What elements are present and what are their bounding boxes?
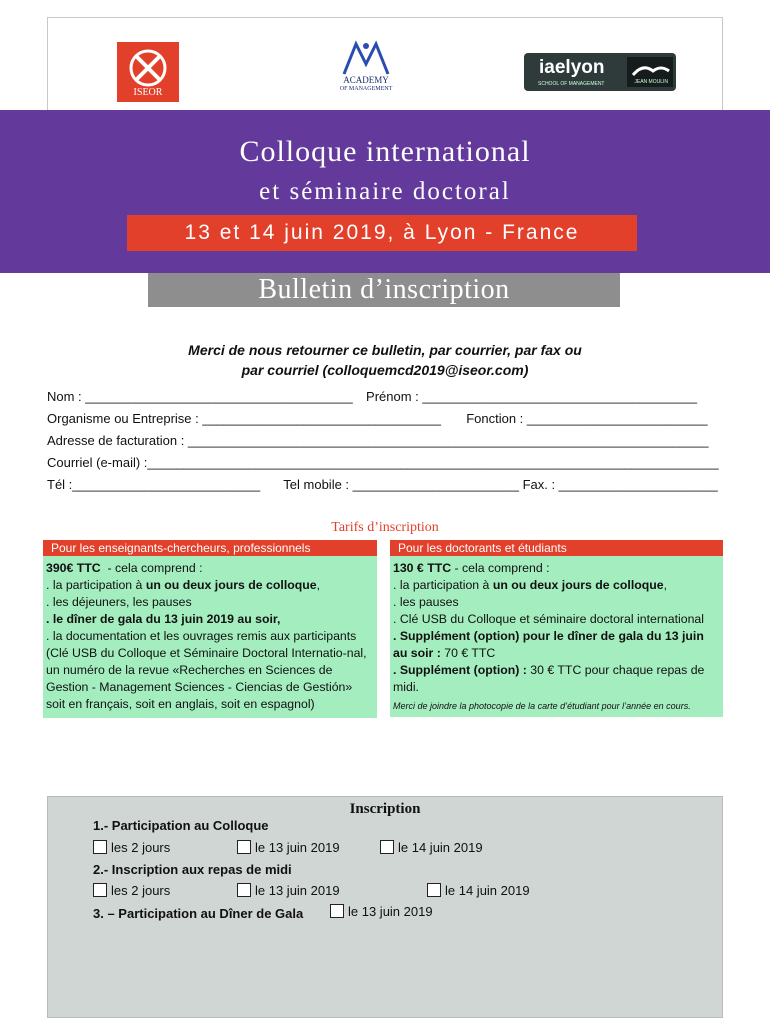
- tarif-left-item1-bold: un ou deux jours de colloque: [145, 578, 317, 592]
- conference-subtitle: et séminaire doctoral: [259, 178, 511, 205]
- bulletin-title: Bulletin d’inscription: [148, 273, 620, 307]
- inscription-title: Inscription: [349, 801, 421, 817]
- s1-option-14-juin[interactable]: [380, 840, 483, 855]
- tarif-right-item3: . Clé USB du Colloque et séminaire doctoral international: [393, 612, 705, 626]
- section3-label: 3. – Participation au Dîner de Gala: [93, 906, 304, 921]
- s1-opt2-label: le 13 juin 2019: [255, 840, 340, 855]
- tarif-right-item1-pre: . la participation à: [393, 578, 493, 592]
- aom-line1: ACADEMY: [343, 75, 389, 85]
- s2-option-14-juin[interactable]: [427, 883, 530, 898]
- tarifs-title: Tarifs d’inscription: [331, 520, 439, 535]
- fax-field[interactable]: Fax. : ______________________: [522, 477, 718, 492]
- nom-field[interactable]: Nom : _____________________________________: [47, 389, 353, 404]
- aom-line2: OF MANAGEMENT: [339, 86, 393, 92]
- tarif-right-header: Pour les doctorants et étudiants: [390, 540, 723, 556]
- s3-opt1-label: le 13 juin 2019: [348, 904, 433, 919]
- tarif-right-item1-post: ,: [663, 578, 668, 592]
- checkbox[interactable]: [427, 883, 441, 897]
- checkbox[interactable]: [93, 883, 107, 897]
- tel-field[interactable]: Tél :__________________________: [47, 477, 261, 492]
- iae-logo-subtext: SCHOOL OF MANAGEMENT: [538, 81, 605, 87]
- tarif-right-price: 130 € TTC: [393, 561, 452, 575]
- tarif-right-item5-rest: 30 € TTC pour chaque repas de midi.: [393, 663, 705, 694]
- courriel-field[interactable]: Courriel (e-mail) :_______________________________________________________________________________: [47, 455, 719, 470]
- academy-of-management-logo: [330, 40, 402, 102]
- section2-label: 2.- Inscription aux repas de midi: [93, 862, 292, 877]
- iae-logo-text: iaelyon: [539, 57, 605, 78]
- fonction-field[interactable]: Fonction : _________________________: [466, 411, 708, 426]
- s2-opt2-label: le 13 juin 2019: [255, 883, 340, 898]
- s3-option-13-juin[interactable]: [330, 904, 433, 919]
- organisme-field[interactable]: Organisme ou Entreprise : _________________________________: [47, 411, 441, 426]
- student-card-note: Merci de joindre la photocopie de la carte d’étudiant pour l’année en cours.: [393, 701, 691, 711]
- contact-fields: [47, 386, 737, 496]
- tarif-left-price: 390€ TTC: [46, 561, 101, 575]
- checkbox[interactable]: [93, 840, 107, 854]
- s1-opt1-label: les 2 jours: [111, 840, 171, 855]
- tarif-right-price-text: - cela comprend :: [451, 561, 550, 575]
- intro-text: [0, 340, 770, 380]
- tarif-right-item5-bold: . Supplément (option) :: [393, 663, 531, 677]
- adresse-field[interactable]: Adresse de facturation : ________________________________________________________________________: [47, 433, 709, 448]
- intro-line2: par courriel (colloquemcd2019@iseor.com): [241, 362, 529, 378]
- s2-option-13-juin[interactable]: [237, 883, 340, 898]
- s1-option-2-jours[interactable]: [93, 840, 170, 855]
- s2-opt3-label: le 14 juin 2019: [445, 883, 530, 898]
- checkbox[interactable]: [380, 840, 394, 854]
- tarif-right-item4-rest: 70 € TTC: [444, 646, 496, 660]
- section1-label: 1.- Participation au Colloque: [93, 818, 269, 833]
- checkbox[interactable]: [330, 904, 344, 918]
- tarif-left-header: Pour les enseignants-chercheurs, professionnels: [43, 540, 377, 556]
- tarif-right-item1-bold: un ou deux jours de colloque: [492, 578, 664, 592]
- tarif-left-price-text: - cela comprend :: [100, 561, 203, 575]
- tarif-left-item3: . le dîner de gala du 13 juin 2019 au soir,: [46, 612, 281, 626]
- tarif-left-item2: . les déjeuners, les pauses: [46, 595, 192, 609]
- s2-opt1-label: les 2 jours: [111, 883, 171, 898]
- tarif-left-item1-pre: . la participation à: [46, 578, 146, 592]
- iseor-logo: [117, 42, 179, 102]
- tarif-doctorants: [390, 540, 723, 717]
- conference-title: Colloque international: [239, 135, 531, 168]
- tarif-left-item4: . la documentation et les ouvrages remis aux participants (Clé USB du Colloque et Séminaire Doctoral Internatio-nal, un numéro de la revue «Recherches en Sciences de Gestion - Management Sciences - Ciencias de Gestión» soit en français, soit en anglais, soit en espagnol): [46, 629, 367, 711]
- s1-option-13-juin[interactable]: [237, 840, 340, 855]
- tarif-professionnels: [43, 540, 377, 718]
- intro-line1: Merci de nous retourner ce bulletin, par courrier, par fax ou: [188, 342, 582, 358]
- tarif-right-item4-bold: . Supplément (option) pour le dîner de gala du 13 juin au soir :: [393, 629, 704, 660]
- iae-lyon-logo: [524, 53, 676, 91]
- tel-mobile-field[interactable]: Tel mobile : _______________________: [283, 477, 519, 492]
- date-banner: 13 et 14 juin 2019, à Lyon - France: [127, 215, 637, 251]
- prenom-field[interactable]: Prénom : ______________________________________: [366, 389, 698, 404]
- iseor-logo-text: ISEOR: [133, 87, 163, 98]
- checkbox[interactable]: [237, 840, 251, 854]
- checkbox[interactable]: [237, 883, 251, 897]
- tarif-left-item1-post: ,: [316, 578, 321, 592]
- s2-option-2-jours[interactable]: [93, 883, 170, 898]
- s1-opt3-label: le 14 juin 2019: [398, 840, 483, 855]
- tarif-right-item2: . les pauses: [393, 595, 459, 609]
- jean-moulin-text: JEAN MOULIN: [634, 79, 668, 85]
